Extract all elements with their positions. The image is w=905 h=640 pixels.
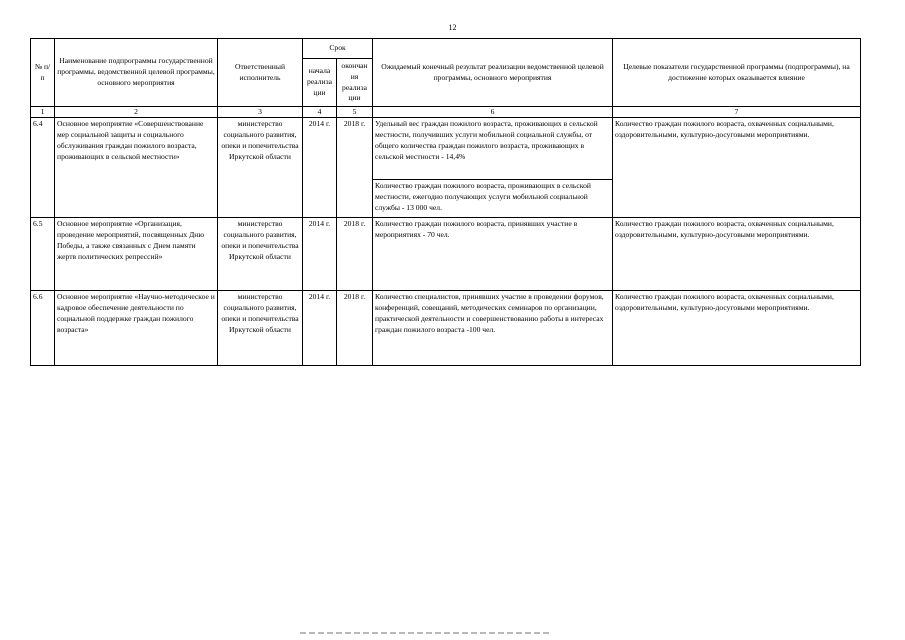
row-number: 6.5 xyxy=(31,218,55,291)
header-term: Срок xyxy=(303,39,373,59)
executor-cell: министерство социального развития, опеки и попечительства Иркутской области xyxy=(218,218,303,291)
table-row xyxy=(31,118,861,180)
row-number: 6.4 xyxy=(31,118,55,218)
activity-name: Основное мероприятие «Научно-методическое и кадровое обеспечение деятельности по социальной поддержке граждан пожилого возраста» xyxy=(55,291,218,366)
column-number: 3 xyxy=(218,107,303,118)
header-end: окончан ия реализа ции xyxy=(337,59,373,107)
column-number: 4 xyxy=(303,107,337,118)
activity-name: Основное мероприятие «Совершенствование мер социальной защиты и социального обслуживания граждан пожилого возраста, проживающих в сельской местности» xyxy=(55,118,218,218)
header-num: № п/п xyxy=(31,39,55,107)
page-number: 12 xyxy=(448,23,457,32)
header-start: начала реализа ции xyxy=(303,59,337,107)
header-indicators: Целевые показатели государственной программы (подпрограммы), на достижение которых оказывается влияние xyxy=(613,39,861,107)
header-executor: Ответственный исполнитель xyxy=(218,39,303,107)
column-number: 7 xyxy=(613,107,861,118)
header-row-top xyxy=(31,39,861,59)
target-indicators: Количество граждан пожилого возраста, охваченных социальными, оздоровительными, культурно-досуговыми мероприятиями. xyxy=(613,218,861,291)
end-year: 2018 г. xyxy=(337,118,373,218)
row-number: 6.6 xyxy=(31,291,55,366)
program-table xyxy=(30,38,861,366)
column-number: 5 xyxy=(337,107,373,118)
expected-result: Удельный вес граждан пожилого возраста, проживающих в сельской местности, получивших услуги мобильной социальной службы, от общего количества граждан пожилого возраста, проживающих в сельской местности - 14,4% xyxy=(373,118,613,180)
column-number-row xyxy=(31,107,861,118)
header-name: Наименование подпрограммы государственной программы, ведомственной целевой программы, основного мероприятия xyxy=(55,39,218,107)
table-row xyxy=(31,291,861,366)
start-year: 2014 г. xyxy=(303,218,337,291)
start-year: 2014 г. xyxy=(303,291,337,366)
target-indicators: Количество граждан пожилого возраста, охваченных социальными, оздоровительными, культурно-досуговыми мероприятиями. xyxy=(613,118,861,218)
expected-result: Количество граждан пожилого возраста, проживающих в сельской местности, ежегодно получающих услуги мобильной социальной службы - 13 000 чел. xyxy=(373,180,613,218)
end-year: 2018 г. xyxy=(337,218,373,291)
target-indicators: Количество граждан пожилого возраста, охваченных социальными, оздоровительными, культурно-досуговыми мероприятиями. xyxy=(613,291,861,366)
start-year: 2014 г. xyxy=(303,118,337,218)
scan-artifact-line xyxy=(300,632,550,634)
executor-cell: министерство социального развития, опеки и попечительства Иркутской области xyxy=(218,118,303,218)
table-row xyxy=(31,218,861,291)
executor-cell: министерство социального развития, опеки и попечительства Иркутской области xyxy=(218,291,303,366)
end-year: 2018 г. xyxy=(337,291,373,366)
activity-name: Основное мероприятие «Организация, проведение мероприятий, посвященных Дню Победы, а также связанных с Днем памяти жертв политических репрессий» xyxy=(55,218,218,291)
column-number: 2 xyxy=(55,107,218,118)
expected-result: Количество граждан пожилого возраста, принявших участие в мероприятиях - 70 чел. xyxy=(373,218,613,291)
header-result: Ожидаемый конечный результат реализации ведомственной целевой программы, основного мероприятия xyxy=(373,39,613,107)
column-number: 1 xyxy=(31,107,55,118)
column-number: 6 xyxy=(373,107,613,118)
expected-result: Количество специалистов, принявших участие в проведении форумов, конференций, совещаний, методических семинаров по организации, практической деятельности и совершенствованию работы в интересах граждан пожилого возраста -100 чел. xyxy=(373,291,613,366)
